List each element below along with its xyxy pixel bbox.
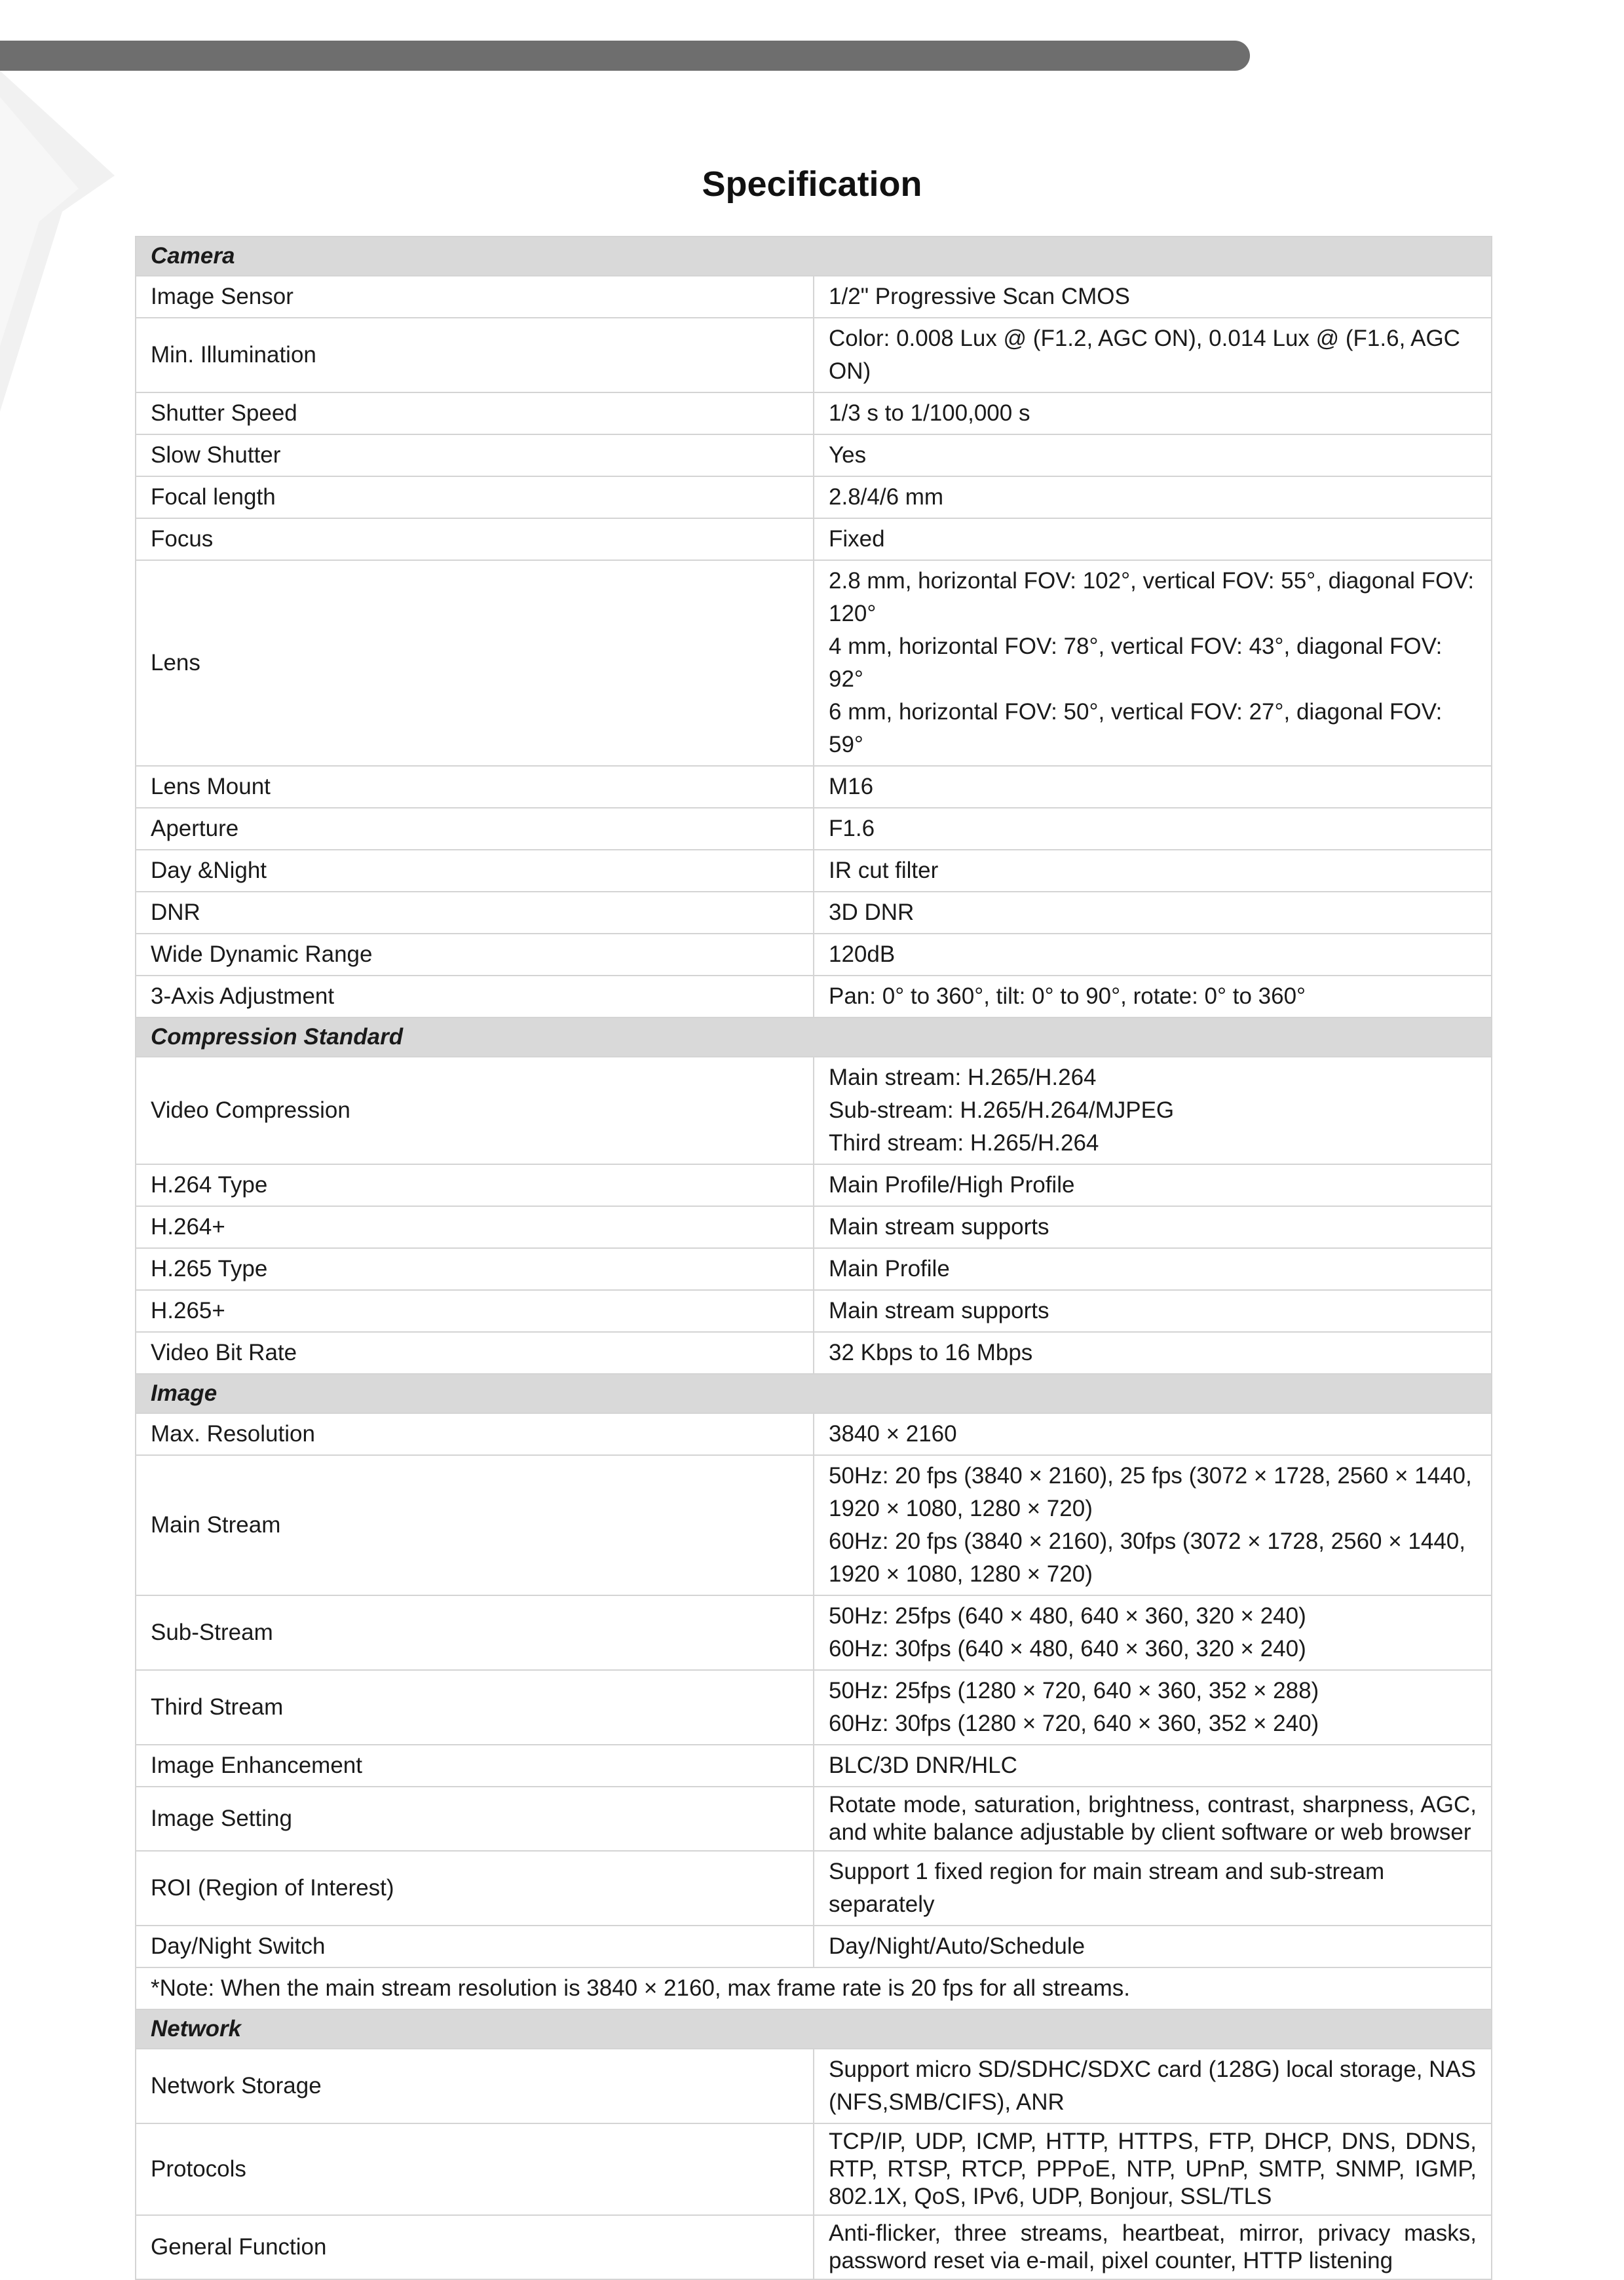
spec-label: Sub-Stream [136, 1595, 814, 1670]
spec-value-line: Rotate mode, saturation, brightness, contrast, sharpness, AGC, and white balance adjustable by client software or web browser [829, 1792, 1477, 1845]
table-row [136, 1455, 1492, 1595]
section-title: Camera [136, 237, 1492, 276]
spec-value [814, 976, 1492, 1017]
spec-value-line: 32 Kbps to 16 Mbps [829, 1340, 1033, 1365]
spec-value [814, 1290, 1492, 1332]
spec-value [814, 934, 1492, 976]
spec-label: Main Stream [136, 1455, 814, 1595]
table-row [136, 1057, 1492, 1164]
spec-label: Video Bit Rate [136, 1332, 814, 1374]
spec-label: ROI (Region of Interest) [136, 1851, 814, 1926]
table-row [136, 934, 1492, 976]
spec-value-line: 1/3 s to 1/100,000 s [829, 400, 1030, 426]
spec-value [814, 434, 1492, 476]
spec-label: H.264+ [136, 1206, 814, 1248]
note-text: *Note: When the main stream resolution is 3840 × 2160, max frame rate is 20 fps for all streams. [136, 1967, 1492, 2009]
spec-value-line: Fixed [829, 526, 885, 552]
spec-value-line: IR cut filter [829, 858, 939, 883]
spec-label: Day &Night [136, 850, 814, 892]
table-row [136, 808, 1492, 850]
spec-value-line: 50Hz: 20 fps (3840 × 2160), 25 fps (3072 × 1728, 2560 × 1440, 1920 × 1080, 1280 × 720) [829, 1463, 1472, 1521]
section-title: Network [136, 2009, 1492, 2049]
spec-label: Lens [136, 560, 814, 766]
spec-value-line: Main stream supports [829, 1298, 1049, 1323]
page-title: Specification [702, 164, 922, 204]
spec-label: Video Compression [136, 1057, 814, 1164]
spec-value-line: 60Hz: 20 fps (3840 × 2160), 30fps (3072 × 1728, 2560 × 1440, 1920 × 1080, 1280 × 720) [829, 1529, 1465, 1587]
note-row [136, 1967, 1492, 2009]
spec-label: H.264 Type [136, 1164, 814, 1206]
spec-value-line: F1.6 [829, 816, 875, 841]
spec-label: Slow Shutter [136, 434, 814, 476]
spec-label: General Function [136, 2215, 814, 2279]
table-row [136, 1926, 1492, 1967]
spec-value-line: 50Hz: 25fps (1280 × 720, 640 × 360, 352 × 288) [829, 1678, 1319, 1703]
spec-value-line: Main stream: H.265/H.264 [829, 1065, 1097, 1090]
table-row [136, 518, 1492, 560]
spec-value-line: Color: 0.008 Lux @ (F1.2, AGC ON), 0.014 Lux @ (F1.6, AGC ON) [829, 326, 1460, 384]
table-row [136, 850, 1492, 892]
spec-value-line: Main stream supports [829, 1214, 1049, 1240]
spec-value-line: 2.8 mm, horizontal FOV: 102°, vertical FOV: 55°, diagonal FOV: 120° [829, 568, 1475, 626]
table-row [136, 1206, 1492, 1248]
header-bar [0, 41, 1250, 71]
spec-label: Image Sensor [136, 276, 814, 318]
spec-value-line: Main Profile/High Profile [829, 1172, 1075, 1198]
table-row [136, 1851, 1492, 1926]
spec-label: Third Stream [136, 1670, 814, 1745]
spec-value-line: 60Hz: 30fps (640 × 480, 640 × 360, 320 × 240) [829, 1636, 1306, 1662]
table-row [136, 318, 1492, 392]
spec-value [814, 1787, 1492, 1851]
spec-value [814, 1851, 1492, 1926]
spec-label: Image Setting [136, 1787, 814, 1851]
spec-value [814, 1595, 1492, 1670]
spec-value-line: 60Hz: 30fps (1280 × 720, 640 × 360, 352 × 240) [829, 1711, 1319, 1736]
spec-label: Focal length [136, 476, 814, 518]
table-row [136, 1413, 1492, 1455]
spec-value [814, 766, 1492, 808]
spec-value [814, 518, 1492, 560]
spec-value [814, 1057, 1492, 1164]
spec-label: Day/Night Switch [136, 1926, 814, 1967]
spec-value [814, 476, 1492, 518]
spec-value [814, 1745, 1492, 1787]
spec-label: H.265+ [136, 1290, 814, 1332]
spec-label: H.265 Type [136, 1248, 814, 1290]
spec-value-line: Third stream: H.265/H.264 [829, 1130, 1099, 1156]
spec-label: 3-Axis Adjustment [136, 976, 814, 1017]
spec-value [814, 1926, 1492, 1967]
table-row [136, 976, 1492, 1017]
spec-value-line: Main Profile [829, 1256, 950, 1282]
table-row [136, 1745, 1492, 1787]
spec-value [814, 892, 1492, 934]
table-row [136, 1248, 1492, 1290]
section-header [136, 1374, 1492, 1413]
spec-value [814, 2123, 1492, 2215]
spec-value-line: M16 [829, 774, 874, 799]
spec-value [814, 1413, 1492, 1455]
table-row [136, 276, 1492, 318]
table-row [136, 1164, 1492, 1206]
spec-label: Min. Illumination [136, 318, 814, 392]
spec-label: Shutter Speed [136, 392, 814, 434]
table-row [136, 1595, 1492, 1670]
section-title: Compression Standard [136, 1017, 1492, 1057]
spec-value-line: Anti-flicker, three streams, heartbeat, mirror, privacy masks, password reset via e-mail, pixel counter, HTTP listening [829, 2220, 1477, 2273]
spec-value-line: 3840 × 2160 [829, 1421, 957, 1447]
decorative-star-shape [0, 71, 124, 411]
section-title: Image [136, 1374, 1492, 1413]
table-row [136, 892, 1492, 934]
spec-label: Aperture [136, 808, 814, 850]
spec-value [814, 850, 1492, 892]
spec-value [814, 1248, 1492, 1290]
spec-value [814, 808, 1492, 850]
section-header [136, 237, 1492, 276]
spec-label: Focus [136, 518, 814, 560]
table-row [136, 1290, 1492, 1332]
spec-value [814, 1670, 1492, 1745]
spec-value [814, 276, 1492, 318]
table-row [136, 560, 1492, 766]
spec-value [814, 1206, 1492, 1248]
spec-label: Lens Mount [136, 766, 814, 808]
section-header [136, 2009, 1492, 2049]
spec-value-line: 120dB [829, 941, 896, 967]
spec-value-line: Day/Night/Auto/Schedule [829, 1933, 1086, 1959]
spec-value-line: 1/2" Progressive Scan CMOS [829, 284, 1130, 309]
spec-value [814, 1455, 1492, 1595]
spec-value [814, 1164, 1492, 1206]
table-row [136, 766, 1492, 808]
table-row [136, 2123, 1492, 2215]
spec-value-line: Support 1 fixed region for main stream and sub-stream separately [829, 1859, 1385, 1917]
spec-value-line: Yes [829, 442, 867, 468]
spec-value-line: 2.8/4/6 mm [829, 484, 944, 510]
spec-value [814, 2049, 1492, 2123]
spec-value-line: 50Hz: 25fps (640 × 480, 640 × 360, 320 × 240) [829, 1603, 1306, 1629]
spec-value-line: 6 mm, horizontal FOV: 50°, vertical FOV: 27°, diagonal FOV: 59° [829, 699, 1443, 757]
spec-value [814, 1332, 1492, 1374]
spec-value-line: Support micro SD/SDHC/SDXC card (128G) local storage, NAS (NFS,SMB/CIFS), ANR [829, 2057, 1477, 2115]
spec-label: Image Enhancement [136, 1745, 814, 1787]
table-row [136, 476, 1492, 518]
spec-value-line: Sub-stream: H.265/H.264/MJPEG [829, 1097, 1175, 1123]
spec-value [814, 392, 1492, 434]
spec-label: Protocols [136, 2123, 814, 2215]
spec-value-line: 3D DNR [829, 900, 915, 925]
spec-value-line: 4 mm, horizontal FOV: 78°, vertical FOV: 43°, diagonal FOV: 92° [829, 634, 1443, 692]
spec-value-line: TCP/IP, UDP, ICMP, HTTP, HTTPS, FTP, DHCP, DNS, DDNS, RTP, RTSP, RTCP, PPPoE, NTP, UPnP, SMTP, SNMP, IGMP, 802.1X, QoS, IPv6, UDP, Bonjour, SSL/TLS [829, 2129, 1477, 2209]
spec-value [814, 2215, 1492, 2279]
table-row [136, 1670, 1492, 1745]
section-header [136, 1017, 1492, 1057]
spec-table [135, 236, 1492, 2280]
spec-label: Wide Dynamic Range [136, 934, 814, 976]
spec-value-line: BLC/3D DNR/HLC [829, 1753, 1017, 1778]
spec-label: Network Storage [136, 2049, 814, 2123]
table-row [136, 434, 1492, 476]
table-row [136, 2215, 1492, 2279]
table-row [136, 1332, 1492, 1374]
spec-value-line: Pan: 0° to 360°, tilt: 0° to 90°, rotate: 0° to 360° [829, 983, 1306, 1009]
spec-label: Max. Resolution [136, 1413, 814, 1455]
spec-label: DNR [136, 892, 814, 934]
spec-value [814, 318, 1492, 392]
table-row [136, 1787, 1492, 1851]
table-row [136, 2049, 1492, 2123]
spec-value [814, 560, 1492, 766]
table-row [136, 392, 1492, 434]
